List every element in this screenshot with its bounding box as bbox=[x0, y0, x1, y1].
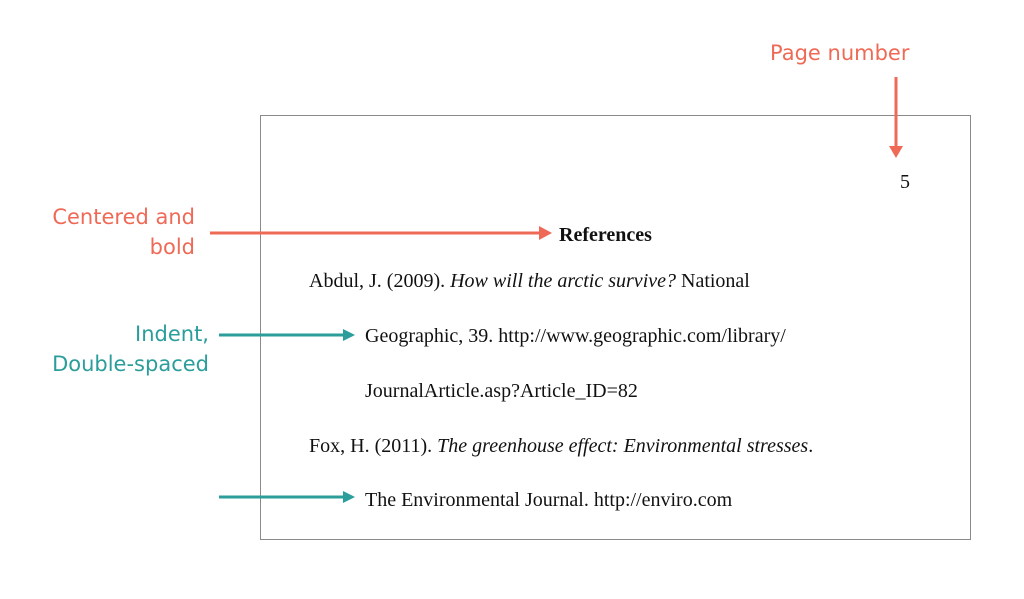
page-number-annotation: Page number bbox=[770, 41, 910, 65]
reference-2-line-2: The Environmental Journal. http://enviro.com bbox=[365, 489, 733, 511]
document-page bbox=[260, 115, 971, 540]
reference-2-rest: . bbox=[808, 435, 814, 457]
centered-bold-annotation bbox=[52, 202, 195, 262]
indent-annotation bbox=[52, 319, 209, 379]
reference-1-line-3: JournalArticle.asp?Article_ID=82 bbox=[365, 380, 638, 402]
reference-1-author: Abdul, J. (2009). bbox=[309, 270, 451, 292]
reference-1-line-1 bbox=[309, 269, 750, 293]
reference-1-line-2: Geographic, 39. http://www.geographic.com/library/ bbox=[365, 325, 786, 347]
references-heading: References bbox=[559, 224, 652, 246]
indent-annotation-line2: Double-spaced bbox=[52, 352, 209, 376]
reference-1-title: How will the arctic survive? bbox=[450, 270, 676, 292]
reference-2-title: The greenhouse effect: Environmental stresses bbox=[437, 435, 809, 457]
centered-annotation-line1: Centered and bbox=[52, 205, 195, 229]
page-number: 5 bbox=[900, 171, 910, 193]
reference-1-rest: National bbox=[676, 270, 750, 292]
indent-annotation-line1: Indent, bbox=[135, 322, 209, 346]
reference-2-author: Fox, H. (2011). bbox=[309, 435, 438, 457]
reference-2-line-1 bbox=[309, 434, 813, 458]
centered-annotation-line2: bold bbox=[149, 235, 195, 259]
